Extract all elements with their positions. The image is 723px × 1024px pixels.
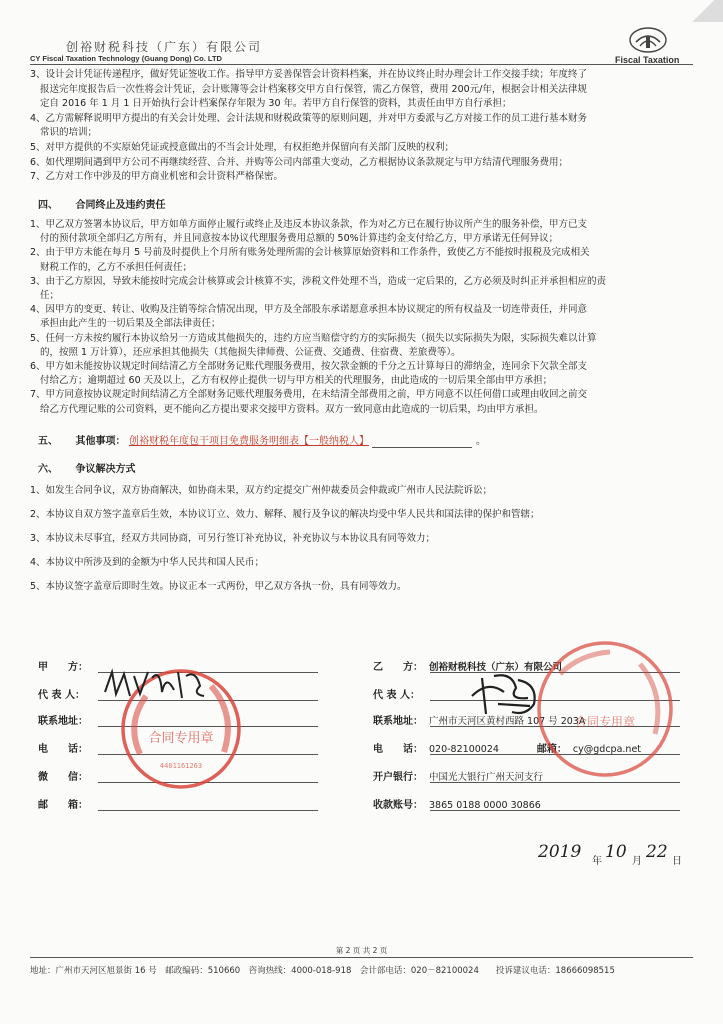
- party-a-title: 甲 方：: [38, 662, 88, 673]
- page-number: 第 2 页 共 2 页: [335, 946, 388, 955]
- party-a-signature: [100, 664, 210, 704]
- party-b-phone: 电 话： 020-82100024 邮箱： cy@gdcpa.net: [373, 740, 641, 755]
- clause-line: 1、甲乙双方签署本协议后，甲方如单方面停止履行或终止及违反本协议条款，作为对乙方已在履行协议所产生的服务补偿，甲方已支: [30, 219, 588, 230]
- party-a-address: 联系地址：: [38, 716, 88, 727]
- page-corner-fold: [683, 0, 723, 22]
- header-company-cn: 创裕财税科技（广东）有限公司: [66, 40, 263, 54]
- dispute-item: 4、本协议中所涉及到的金额为中华人民共和国人民币；: [30, 557, 265, 568]
- footer-divider: [30, 957, 693, 958]
- header-divider: [30, 64, 693, 65]
- date-year: 2019: [538, 842, 582, 862]
- party-a-wechat: 微 信：: [38, 772, 88, 783]
- clause-line: 6、如代理期间遇到甲方公司不再继续经营、合并、并购等公司内部重大变动，乙方根据协议条款规定与甲方结清代理服务费用；: [30, 156, 569, 168]
- clause-line: 3、设计会计凭证传递程序，做好凭证签收工作。指导甲方妥善保管会计资料档案，并在协议终止时办理会计工作交接手续；年度终了: [30, 69, 588, 80]
- party-b-address-value: 广州市天河区黄村西路 107 号 203A: [429, 716, 586, 727]
- clause-line: 4、因甲方的变更、转让、收购及注销等综合情况出现，甲方及全部股东承诺愿意承担本协议规定的所有权益及一切连带责任，并同意: [30, 304, 588, 316]
- party-b-rep: 代 表 人：: [373, 690, 420, 701]
- section-number: 五、: [38, 436, 58, 447]
- header-company-en: CY Fiscal Taxation Technology (Guang Dong) Co. LTD: [30, 54, 222, 63]
- section-6-body: [30, 484, 692, 604]
- clause-line: 7、甲方同意按协议规定时间结清乙方全部财务记账代理服务费用，在未结清全部费用之前，甲方同意不以任何借口或理由收回之前交: [30, 389, 588, 401]
- party-b-title: 乙 方： 创裕财税科技（广东）有限公司: [373, 662, 563, 673]
- party-b-email-label: 邮箱：: [536, 744, 567, 755]
- section-number: 六、: [38, 464, 58, 475]
- clause-line: 6、甲方如未能按协议规定时间结清乙方全部财务记账代理服务费用，按欠款金额的千分之五计算每日的滞纳金，连同余下欠款全部支: [30, 361, 588, 373]
- date-month: 10: [605, 842, 627, 862]
- party-b-phone-value: 020-82100024: [429, 744, 499, 755]
- other-matters-tail: 。: [475, 436, 486, 447]
- date-year-unit: 年: [592, 856, 602, 867]
- party-a-rep: 代 表 人：: [38, 690, 85, 701]
- party-b-name: 创裕财税科技（广东）有限公司: [429, 662, 563, 673]
- dispute-item: 3、本协议未尽事宜，经双方共同协商，可另行签订补充协议，补充协议与本协议具有同等效力；: [30, 533, 436, 544]
- svg-text:4401161263: 4401161263: [159, 762, 203, 770]
- dispute-item: 1、如发生合同争议，双方协商解决，如协商未果，双方约定提交广州仲裁委员会仲裁或广州市人民法院诉讼；: [30, 485, 493, 496]
- clause-line: 财税工作的，乙方不承担任何责任；: [40, 261, 193, 273]
- date-day-unit: 日: [672, 856, 682, 867]
- footer-contact: 地址：广州市天河区旭景街 16 号 邮政编码：510660 咨询热线：4000-018-918 会计部电话：020－82100024 投诉建议电话：18666098515: [30, 966, 615, 976]
- clause-line: 5、任何一方未按约履行本协议给另一方造成其他损失的，违约方应当赔偿守约方的实际损失（损失以实际损失为限，实际损失难以计算: [30, 332, 597, 344]
- section-6-heading: [38, 460, 135, 475]
- other-matters-value: 创裕财税年度包干项目免费服务明细表【一般纳税人】: [128, 436, 369, 447]
- section-title: 争议解决方式: [75, 464, 136, 475]
- clause-line: 付的预付款项全部归乙方所有，并且同意按本协议代理服务费用总额的 50%计算违约金支付给乙方，甲方承诺无任何异议；: [40, 233, 559, 245]
- header-logo-text: Fiscal Taxation: [615, 55, 680, 65]
- clauses-top: [30, 68, 692, 185]
- clause-line: 常识的培训；: [40, 127, 98, 139]
- clause-line: 2、由于甲方未能在每月 5 号前及时提供上个月所有账务处理所需的会计核算原始资料和工作条件，致使乙方不能按时报税及完成相关: [30, 247, 590, 259]
- party-a-email: 邮 箱：: [38, 800, 88, 811]
- party-b-account: 收款账号： 3865 0188 0000 30866: [373, 800, 541, 811]
- clause-line: 5、对甲方提供的不实原始凭证或授意做出的不当会计处理，有权拒绝并保留向有关部门反映的权利；: [30, 141, 455, 153]
- party-b-bank: 开户银行： 中国光大银行广州天河支行: [373, 772, 544, 783]
- party-b-email-value: cy@gdcpa.net: [572, 744, 642, 755]
- dispute-item: 5、本协议签字盖章后即时生效。协议正本一式两份，甲乙双方各执一份，具有同等效力。: [30, 581, 407, 592]
- party-b-signature: [468, 670, 548, 722]
- clause-line: 给乙方代理记账的公司资料，更不能向乙方提出要求交接甲方资料。双方一致同意由此造成的一切后果，均由甲方承担。: [40, 403, 544, 415]
- section-4-heading: [38, 196, 165, 211]
- clause-line: 的，按照 1 万计算），还应承担其他损失（其他损失律师费、公证费、交通费、住宿费、差旅费等）。: [40, 346, 461, 358]
- dispute-item: 2、本协议自双方签字盖章后生效，本协议订立、效力、解释、履行及争议的解决均受中华人民共和国法律的保护和管辖；: [30, 509, 540, 520]
- clause-line: 报送完年度报告后一次性将会计凭证，会计账簿等会计档案移交甲方自行保管，需乙方保管，费用 200元/年，根据会计相关法律规: [40, 83, 587, 95]
- section-title: 其他事项：: [75, 436, 126, 447]
- clause-line: 承担由此产生的一切后果及全部法律责任；: [40, 318, 221, 330]
- party-b-bank-value: 中国光大银行广州天河支行: [429, 772, 544, 783]
- svg-text:合同专用章: 合同专用章: [148, 731, 214, 746]
- party-b-address: 联系地址： 广州市天河区黄村西路 107 号 203A: [373, 716, 586, 727]
- clause-line: 7、乙方对工作中涉及的甲方商业机密和会计资料严格保密。: [30, 171, 284, 183]
- svg-text:合同专用章: 合同专用章: [574, 715, 636, 729]
- section-5-heading: [38, 432, 486, 448]
- clause-line: 3、由于乙方原因，导致未能按时完成会计核算或会计核算不实，涉税文件处理不当，造成一定后果的，乙方必须及时纠正并承担相应的责: [30, 275, 607, 287]
- party-b-contract-seal: [530, 634, 680, 784]
- clause-line: 任；: [40, 290, 60, 302]
- party-a-phone: 电 话：: [38, 744, 88, 755]
- section-number: 四、: [38, 200, 58, 211]
- clause-line: 付给乙方；逾期超过 60 天及以上，乙方有权停止提供一切与甲方相关的代理服务，由此造成的一切后果全部由甲方承担；: [40, 375, 553, 387]
- date-day: 22: [646, 842, 668, 862]
- clause-line: 4、乙方需解释说明甲方提出的有关会计处理、会计法规和财税政策等的原则问题，并对甲方委派与乙方对接工作的员工进行基本财务: [30, 112, 588, 124]
- party-a-email-line: [98, 810, 318, 811]
- cy-fiscal-logo-icon: [628, 26, 668, 54]
- date-month-unit: 月: [632, 856, 642, 867]
- clause-line: 定自 2016 年 1 月 1 日开始执行会计档案保存年限为 30 年。若甲方自行保管的资料，其责任由甲方自行承担；: [40, 98, 512, 110]
- section-4-body: [30, 218, 692, 417]
- party-b-account-line: [430, 810, 680, 811]
- party-b-account-value: 3865 0188 0000 30866: [429, 800, 541, 811]
- section-title: 合同终止及违约责任: [75, 200, 166, 211]
